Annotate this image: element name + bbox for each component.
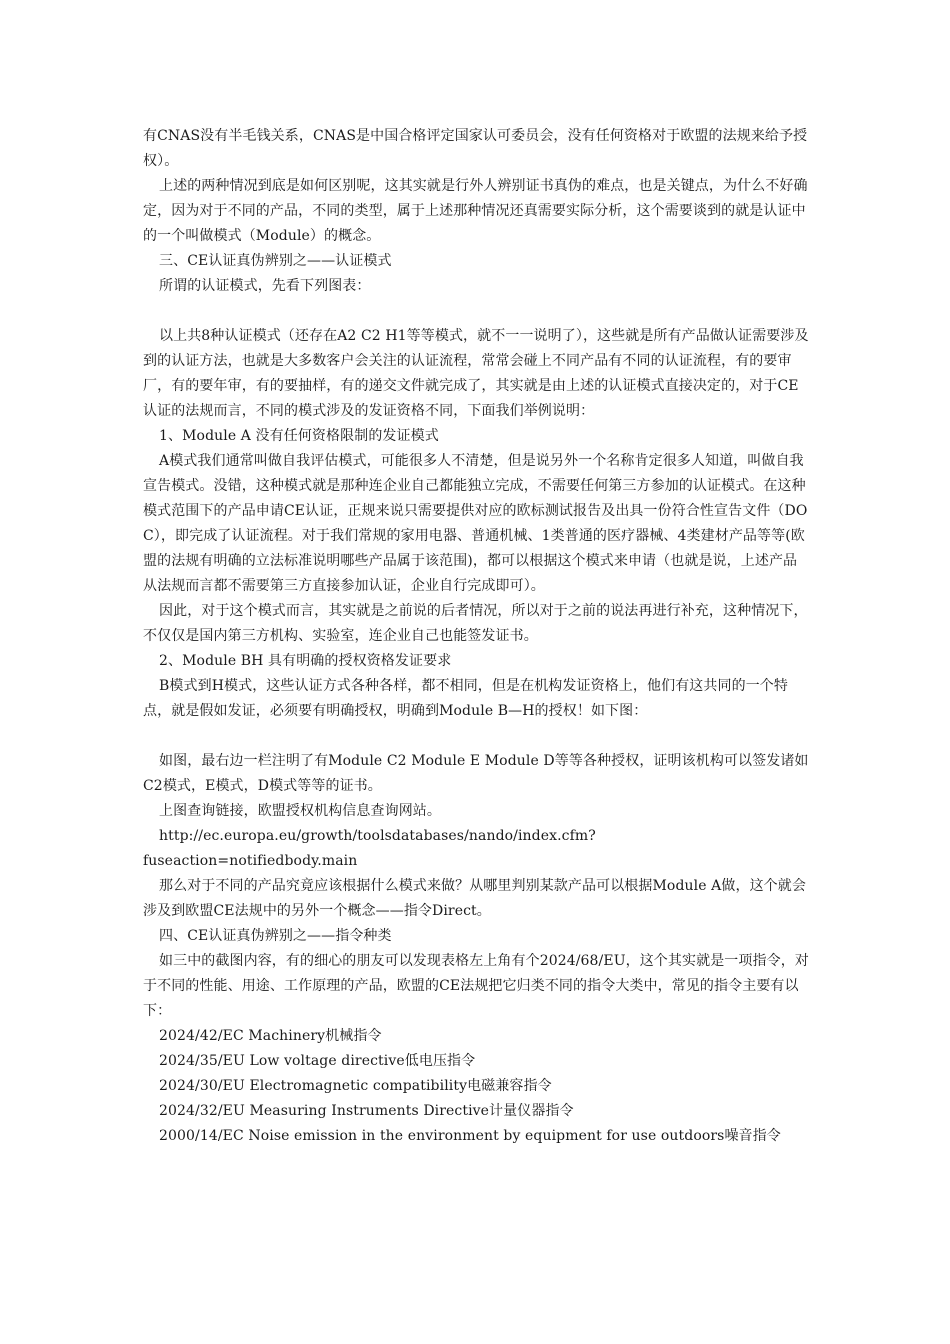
subheading-module-bh: 2、Module BH 具有明确的授权资格发证要求 (159, 653, 452, 669)
paragraph-figure-note: 如图，最右边一栏注明了有Module C2 Module E Module D等等各种授权，证明该机构可以签发诸如C2模式，E模式，D模式等等的证书。 (143, 753, 809, 794)
figure-placeholder-gap-2 (143, 724, 809, 749)
paragraph-chart-intro: 所谓的认证模式，先看下列图表： (159, 278, 371, 294)
paragraph-module-bh: B模式到H模式，这些认证方式各种各样，都不相同，但是在机构发证资格上，他们有这共同的一个特点，就是假如发证，必须要有明确授权，明确到Module B—H的授权！如下图： (143, 678, 788, 719)
document-body (143, 124, 809, 1149)
subheading-module-a: 1、Module A 没有任何资格限制的发证模式 (159, 428, 439, 444)
directive-measuring: 2024/32/EU Measuring Instruments Directive计量仪器指令 (159, 1103, 574, 1119)
url-line-1[interactable]: http://ec.europa.eu/growth/toolsdatabases/nando/index.cfm? (159, 828, 596, 844)
paragraph-therefore: 因此，对于这个模式而言，其实就是之前说的后者情况，所以对于之前的说法再进行补充，这种情况下，不仅仅是国内第三方机构、实验室，连企业自己也能签发证书。 (143, 603, 808, 644)
paragraph-cnas-continuation: 有CNAS没有半毛钱关系，CNAS是中国合格评定国家认可委员会，没有任何资格对于欧盟的法规来给予授权）。 (143, 128, 808, 169)
directive-noise: 2000/14/EC Noise emission in the environment by equipment for use outdoors噪音指令 (159, 1128, 781, 1144)
paragraph-eight-modules: 以上共8种认证模式（还存在A2 C2 H1等等模式，就不一一说明了），这些就是所有产品做认证需要涉及到的认证方法，也就是大多数客户会关注的认证流程，常常会碰上不同产品有不同的认证流程，有的要审厂，有的要年审，有的要抽样，有的递交文件就完成了，其实就是由上述的认证模式直接决定的，对于CE认证的法规而言，不同的模式涉及的发证资格不同，下面我们举例说明： (143, 328, 809, 419)
section-heading-3: 三、CE认证真伪辨别之——认证模式 (159, 253, 392, 269)
section-heading-4: 四、CE认证真伪辨别之——指令种类 (159, 928, 392, 944)
directive-emc: 2024/30/EU Electromagnetic compatibility电磁兼容指令 (159, 1078, 552, 1094)
figure-placeholder-gap (143, 299, 809, 324)
paragraph-module-a: A模式我们通常叫做自我评估模式，可能很多人不清楚，但是说另外一个名称肯定很多人知道，叫做自我宣告模式。没错，这种模式就是那种连企业自己都能独立完成，不需要任何第三方参加的认证模式。在这种模式范围下的产品申请CE认证，正规来说只需要提供对应的欧标测试报告及出具一份符合性宣告文件（DOC），即完成了认证流程。对于我们常规的家用电器、普通机械、1类普通的医疗器械、4类建材产品等等(欧盟的法规有明确的立法标准说明哪些产品属于该范围)，都可以根据这个模式来申请（也就是说，上述产品从法规而言都不需要第三方直接参加认证，企业自行完成即可）。 (143, 453, 808, 594)
directive-low-voltage: 2024/35/EU Low voltage directive低电压指令 (159, 1053, 476, 1069)
url-line-2[interactable]: fuseaction=notifiedbody.main (143, 853, 358, 869)
paragraph-two-cases: 上述的两种情况到底是如何区别呢，这其实就是行外人辨别证书真伪的难点，也是关键点，为什么不好确定，因为对于不同的产品，不同的类型，属于上述那种情况还真需要实际分析，这个需要谈到的就是认证中的一个叫做模式（Module）的概念。 (143, 178, 808, 244)
paragraph-query-link: 上图查询链接，欧盟授权机构信息查询网站。 (159, 803, 441, 819)
paragraph-directive-intro: 如三中的截图内容，有的细心的朋友可以发现表格左上角有个2024/68/EU，这个其实就是一项指令，对于不同的性能、用途、工作原理的产品，欧盟的CE法规把它归类不同的指令大类中，常见的指令主要有以下： (143, 953, 809, 1019)
paragraph-which-module: 那么对于不同的产品究竟应该根据什么模式来做？从哪里判别某款产品可以根据Module A做，这个就会涉及到欧盟CE法规中的另外一个概念——指令Direct。 (143, 878, 806, 919)
directive-machinery: 2024/42/EC Machinery机械指令 (159, 1028, 382, 1044)
